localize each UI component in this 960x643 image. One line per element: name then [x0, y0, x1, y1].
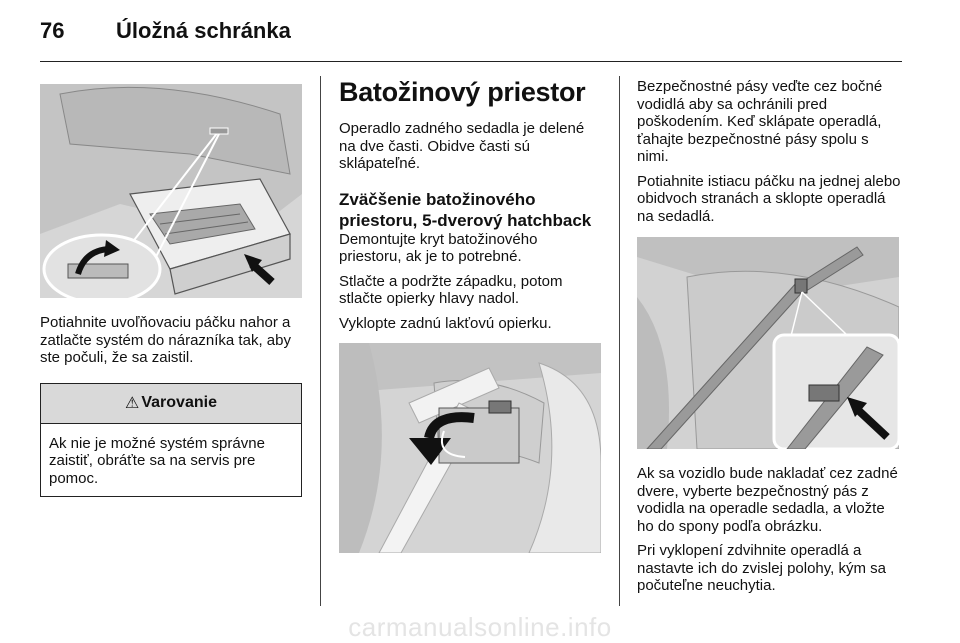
trunk-drawer-illustration — [40, 84, 302, 298]
figure-caption: Potiahnite uvoľňovaciu páčku nahor a zatlačte systém do nárazníka tak, aby ste počuli, že sa zaistil. — [40, 314, 291, 366]
warning-text: Ak nie je možné systém správne zaistiť, obráťte sa na servis pre pomoc. — [49, 434, 265, 487]
warning-box — [40, 383, 302, 498]
section-title: Batožinový priestor — [339, 77, 586, 107]
figure-armrest — [339, 343, 601, 553]
paragraph-headrest: Stlačte a podržte západku, potom stlačte opierky hlavy nadol. — [339, 272, 563, 307]
right-column — [637, 78, 903, 595]
paragraph-rear-door-loading: Ak sa vozidlo bude nakladať cez zadné dvere, vyberte bezpečnostný pás z vodidla na operadle sedadla, a vložte ho do spony podľa obrázku. — [637, 465, 898, 535]
warning-title: Varovanie — [141, 394, 217, 411]
figure-seatbelt-guide — [637, 237, 899, 449]
armrest-illustration — [339, 343, 601, 553]
watermark: carmanualsonline.info — [348, 612, 612, 642]
figure-trunk-drawer — [40, 84, 302, 298]
left-column — [40, 84, 302, 497]
warning-triangle-icon: ⚠ — [125, 395, 140, 412]
header-divider — [40, 61, 902, 62]
page-number: 76 — [40, 18, 65, 43]
paragraph-release-lever: Potiahnite istiacu páčku na jednej alebo obidvoch stranách a sklopte operadlá na sedadlá. — [637, 172, 901, 225]
middle-column — [339, 76, 603, 553]
subsection-title: Zväčšenie batožinového priestoru, 5-dverový hatchback — [339, 189, 592, 230]
seatbelt-guide-illustration — [637, 237, 899, 449]
paragraph-belt-guides: Bezpečnostné pásy veďte cez bočné vodidlá aby sa ochránili pred poškodením. Keď sklápate operadlá, ťahajte bezpečnostné pásy spolu s nimi. — [637, 78, 883, 165]
section-intro: Operadlo zadného sedadla je delené na dve časti. Obidve časti sú sklápateľné. — [339, 120, 585, 172]
paragraph-armrest: Vyklopte zadnú lakťovú opierku. — [339, 314, 552, 332]
column-divider-left — [320, 76, 321, 606]
column-divider-right — [619, 76, 620, 606]
page-title: Úložná schránka — [116, 18, 291, 43]
paragraph-raise-backrest: Pri vyklopení zdvihnite operadlá a nastavte ich do zvislej polohy, kým sa počuteľne neuchytia. — [637, 542, 887, 594]
paragraph-remove-cover: Demontujte kryt batožinového priestoru, ak je to potrebné. — [339, 230, 538, 265]
page-header — [0, 0, 960, 62]
warning-header — [41, 384, 301, 424]
